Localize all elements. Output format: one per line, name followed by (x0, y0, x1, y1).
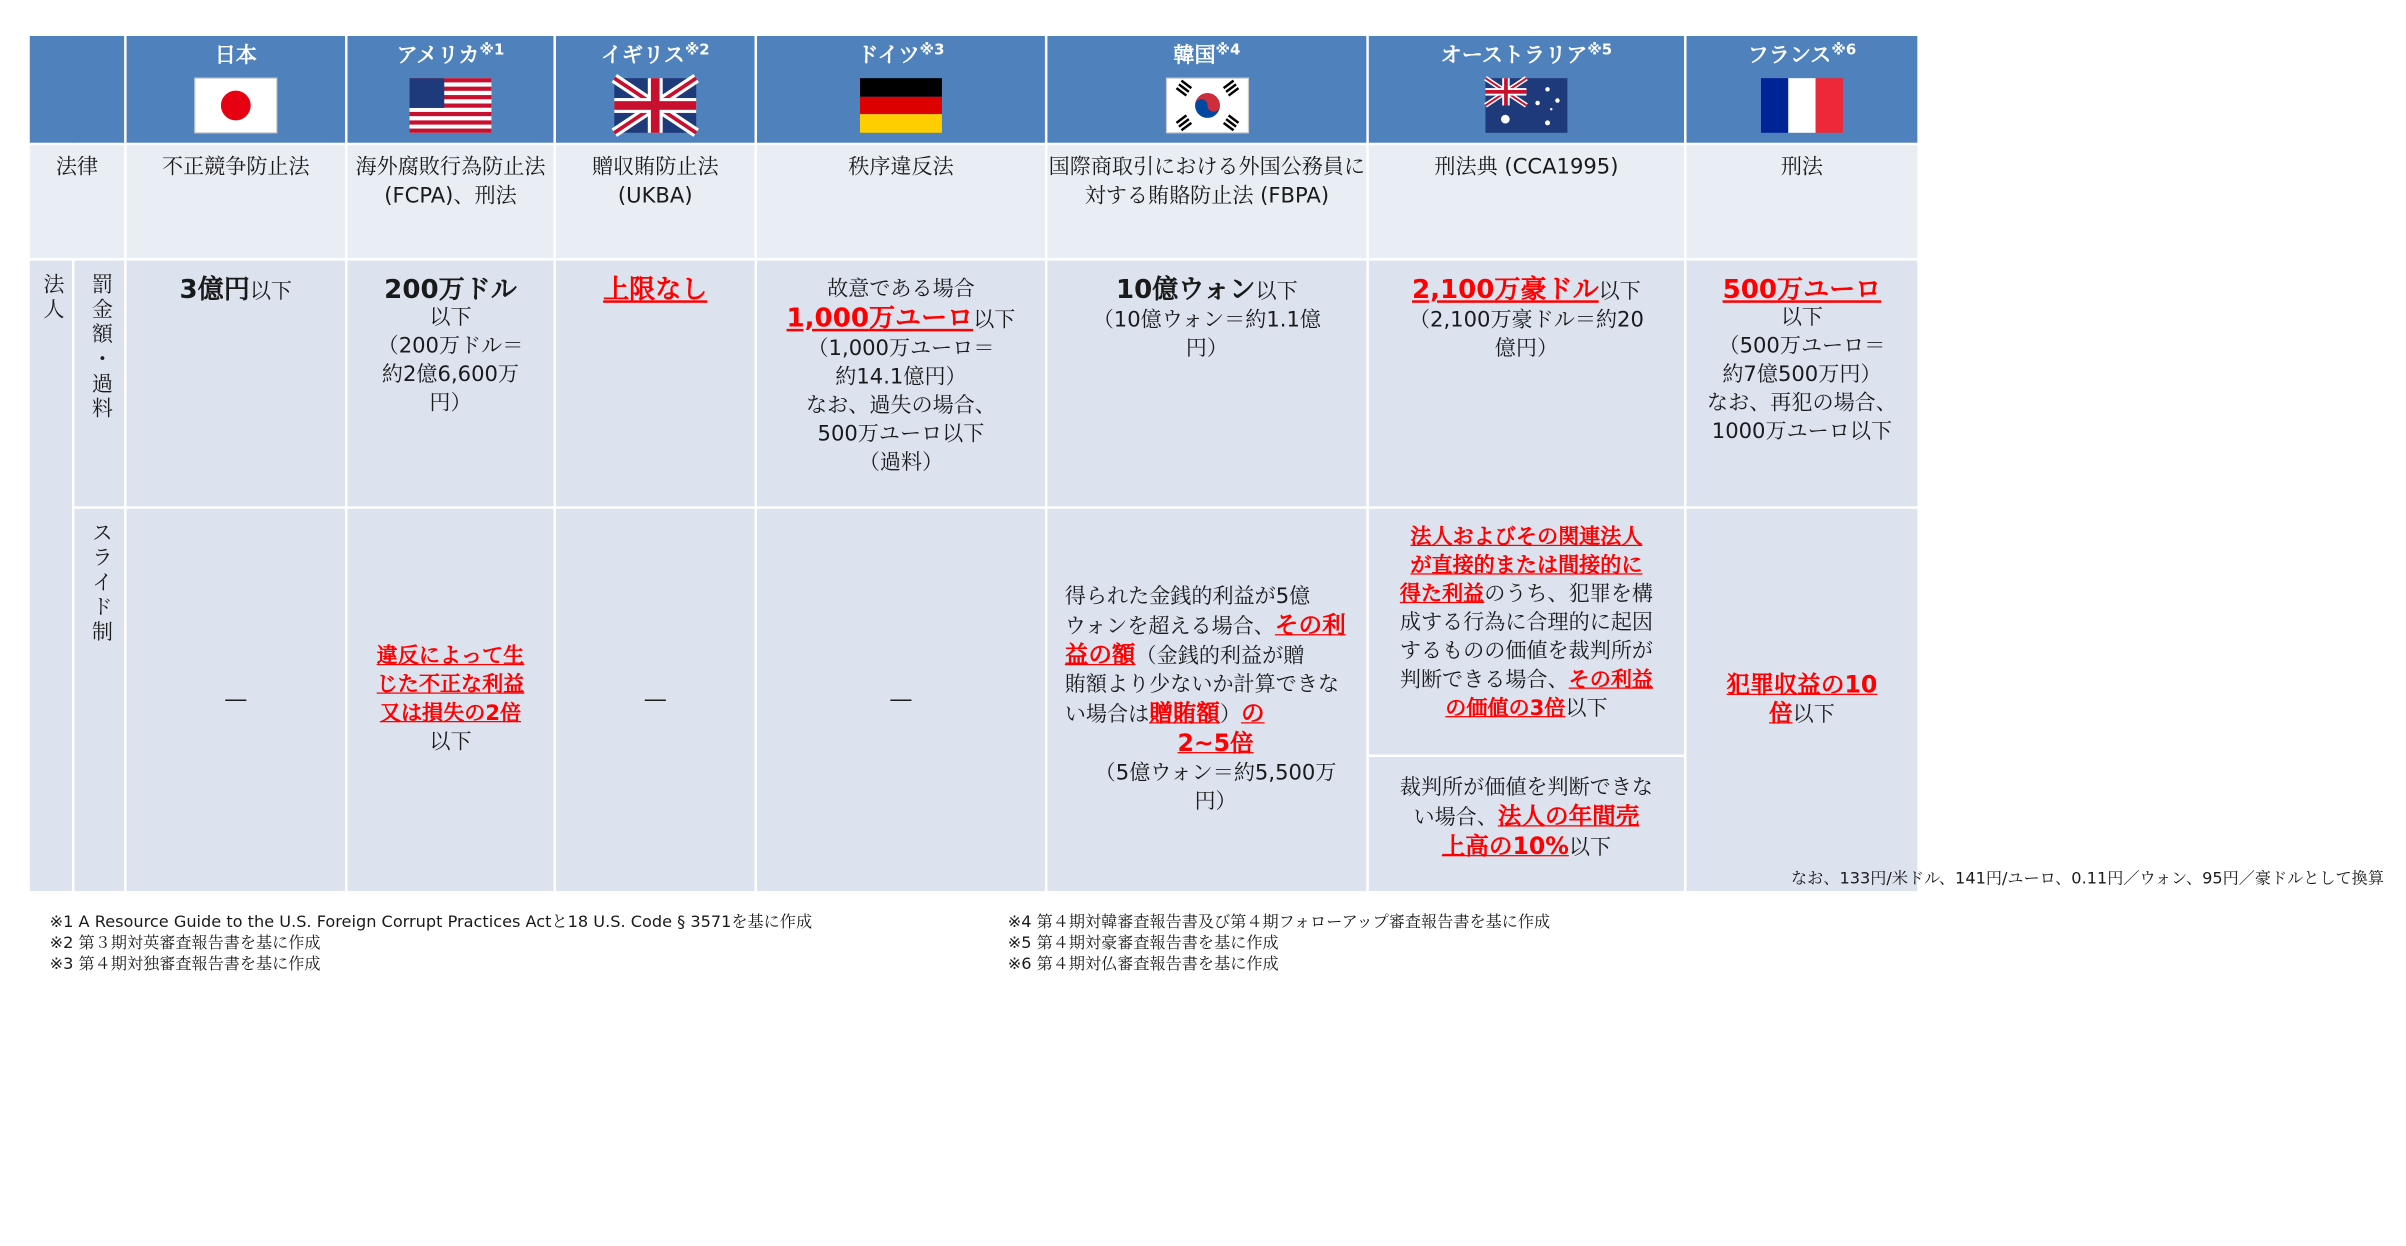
slide-australia (1368, 508, 1686, 893)
law-row (29, 144, 1919, 259)
corporation-label-cell (29, 259, 74, 892)
conversion-note: なお、133円/米ドル、141円/ユーロ、0.11円／ウォン、95円／豪ドルとして換算 (1791, 869, 2384, 889)
uk-flag-icon (614, 78, 696, 133)
law-row-label: 法律 (29, 144, 126, 259)
korea-flag-icon (1166, 78, 1248, 133)
usa-flag-icon (410, 78, 492, 133)
slide-france: 犯罪収益の10 倍以下 (1685, 508, 1918, 893)
slide-australia-primary: 法人およびその関連法人 が直接的または間接的に 得た利益のうち、犯罪を構 成する行為に合理的に起因 するものの価値を裁判所が 判断できる場合、その利益 の価値の3倍以下 (1369, 509, 1684, 757)
law-australia: 刑法典 (CCA1995) (1368, 144, 1686, 259)
footnote: ※2 第３期対英審査報告書を基に作成 (49, 934, 321, 954)
fine-korea: 10億ウォン以下 （10億ウォン＝約1.1億 円） (1046, 259, 1367, 507)
law-germany: 秩序違反法 (756, 144, 1046, 259)
footnote: ※3 第４期対独審査報告書を基に作成 (49, 955, 321, 975)
germany-flag-icon (860, 78, 942, 133)
footnotes-left (50, 912, 812, 975)
slide-australia-secondary: 裁判所が価値を判断できな い場合、法人の年間売 上高の10%以下 (1399, 775, 1654, 861)
australia-flag-icon (1485, 78, 1567, 133)
header-corner (29, 35, 126, 144)
header-australia: オーストラリア$^{※5}$ (1368, 35, 1686, 144)
fine-row-label-cell (73, 259, 125, 507)
japan-flag-icon (195, 78, 277, 133)
fine-uk: 上限なし (555, 259, 756, 507)
footnotes-right (1008, 912, 1550, 975)
fine-row (29, 259, 1919, 507)
header-japan: 日本 (125, 35, 346, 144)
header-france: フランス$^{※6}$ (1685, 35, 1918, 144)
law-japan: 不正競争防止法 (125, 144, 346, 259)
law-uk: 贈収賄防止法 (UKBA) (555, 144, 756, 259)
header-uk: イギリス$^{※2}$ (555, 35, 756, 144)
slide-row-label: スライド制 (86, 521, 112, 646)
header-usa: アメリカ$^{※1}$ (346, 35, 554, 144)
header-germany: ドイツ$^{※3}$ (756, 35, 1046, 144)
footnote: ※4 第４期対韓審査報告書及び第４期フォローアップ審査報告書を基に作成 (1007, 913, 1551, 932)
law-usa: 海外腐敗行為防止法 (FCPA)、刑法 (346, 144, 554, 259)
law-france: 刑法 (1685, 144, 1918, 259)
slide-japan: ― (125, 508, 346, 893)
slide-uk: ― (555, 508, 756, 893)
slide-usa: 違反によって生 じた不正な利益 又は損失の2倍 以下 (346, 508, 554, 893)
law-korea: 国際商取引における外国公務員に対する賄賂防止法 (FBPA) (1046, 144, 1367, 259)
header-row (29, 35, 1919, 144)
footnote: ※5 第４期対豪審査報告書を基に作成 (1007, 934, 1279, 954)
corporation-label: 法人 (38, 273, 64, 323)
slide-row-label-cell (73, 508, 125, 893)
fine-usa: 200万ドル 以下 （200万ドル＝ 約2億6,600万 円） (346, 259, 554, 507)
comparison-table (27, 34, 1920, 894)
slide-row (29, 508, 1919, 893)
fine-france: 500万ユーロ 以下 （500万ユーロ＝ 約7億500万円） なお、再犯の場合、 1000万ユーロ以下 (1685, 259, 1918, 507)
fine-japan: 3億円以下 (125, 259, 346, 507)
fine-australia: 2,100万豪ドル以下 （2,100万豪ドル＝約20 億円） (1368, 259, 1686, 507)
slide-korea: 得られた金銭的利益が5億 ウォンを超える場合、その利 益の額（金銭的利益が贈 賄額より少ないか計算できな い場合は贈賄額）の 2~5倍 （5億ウォン＝約5,500万 円） (1046, 508, 1367, 893)
footnote: ※1 A Resource Guide to the U.S. Foreign Corrupt Practices Actと18 U.S. Code § 3571を基に作成 (49, 913, 813, 932)
slide-germany: ― (756, 508, 1046, 893)
fine-germany: 故意である場合 1,000万ユーロ以下 （1,000万ユーロ＝ 約14.1億円） なお、過失の場合、 500万ユーロ以下 （過料） (756, 259, 1046, 507)
footnote: ※6 第４期対仏審査報告書を基に作成 (1007, 955, 1279, 975)
france-flag-icon (1761, 78, 1843, 133)
fine-row-label: 罰金額・過料 (86, 273, 112, 422)
header-korea: 韓国$^{※4}$ (1046, 35, 1367, 144)
